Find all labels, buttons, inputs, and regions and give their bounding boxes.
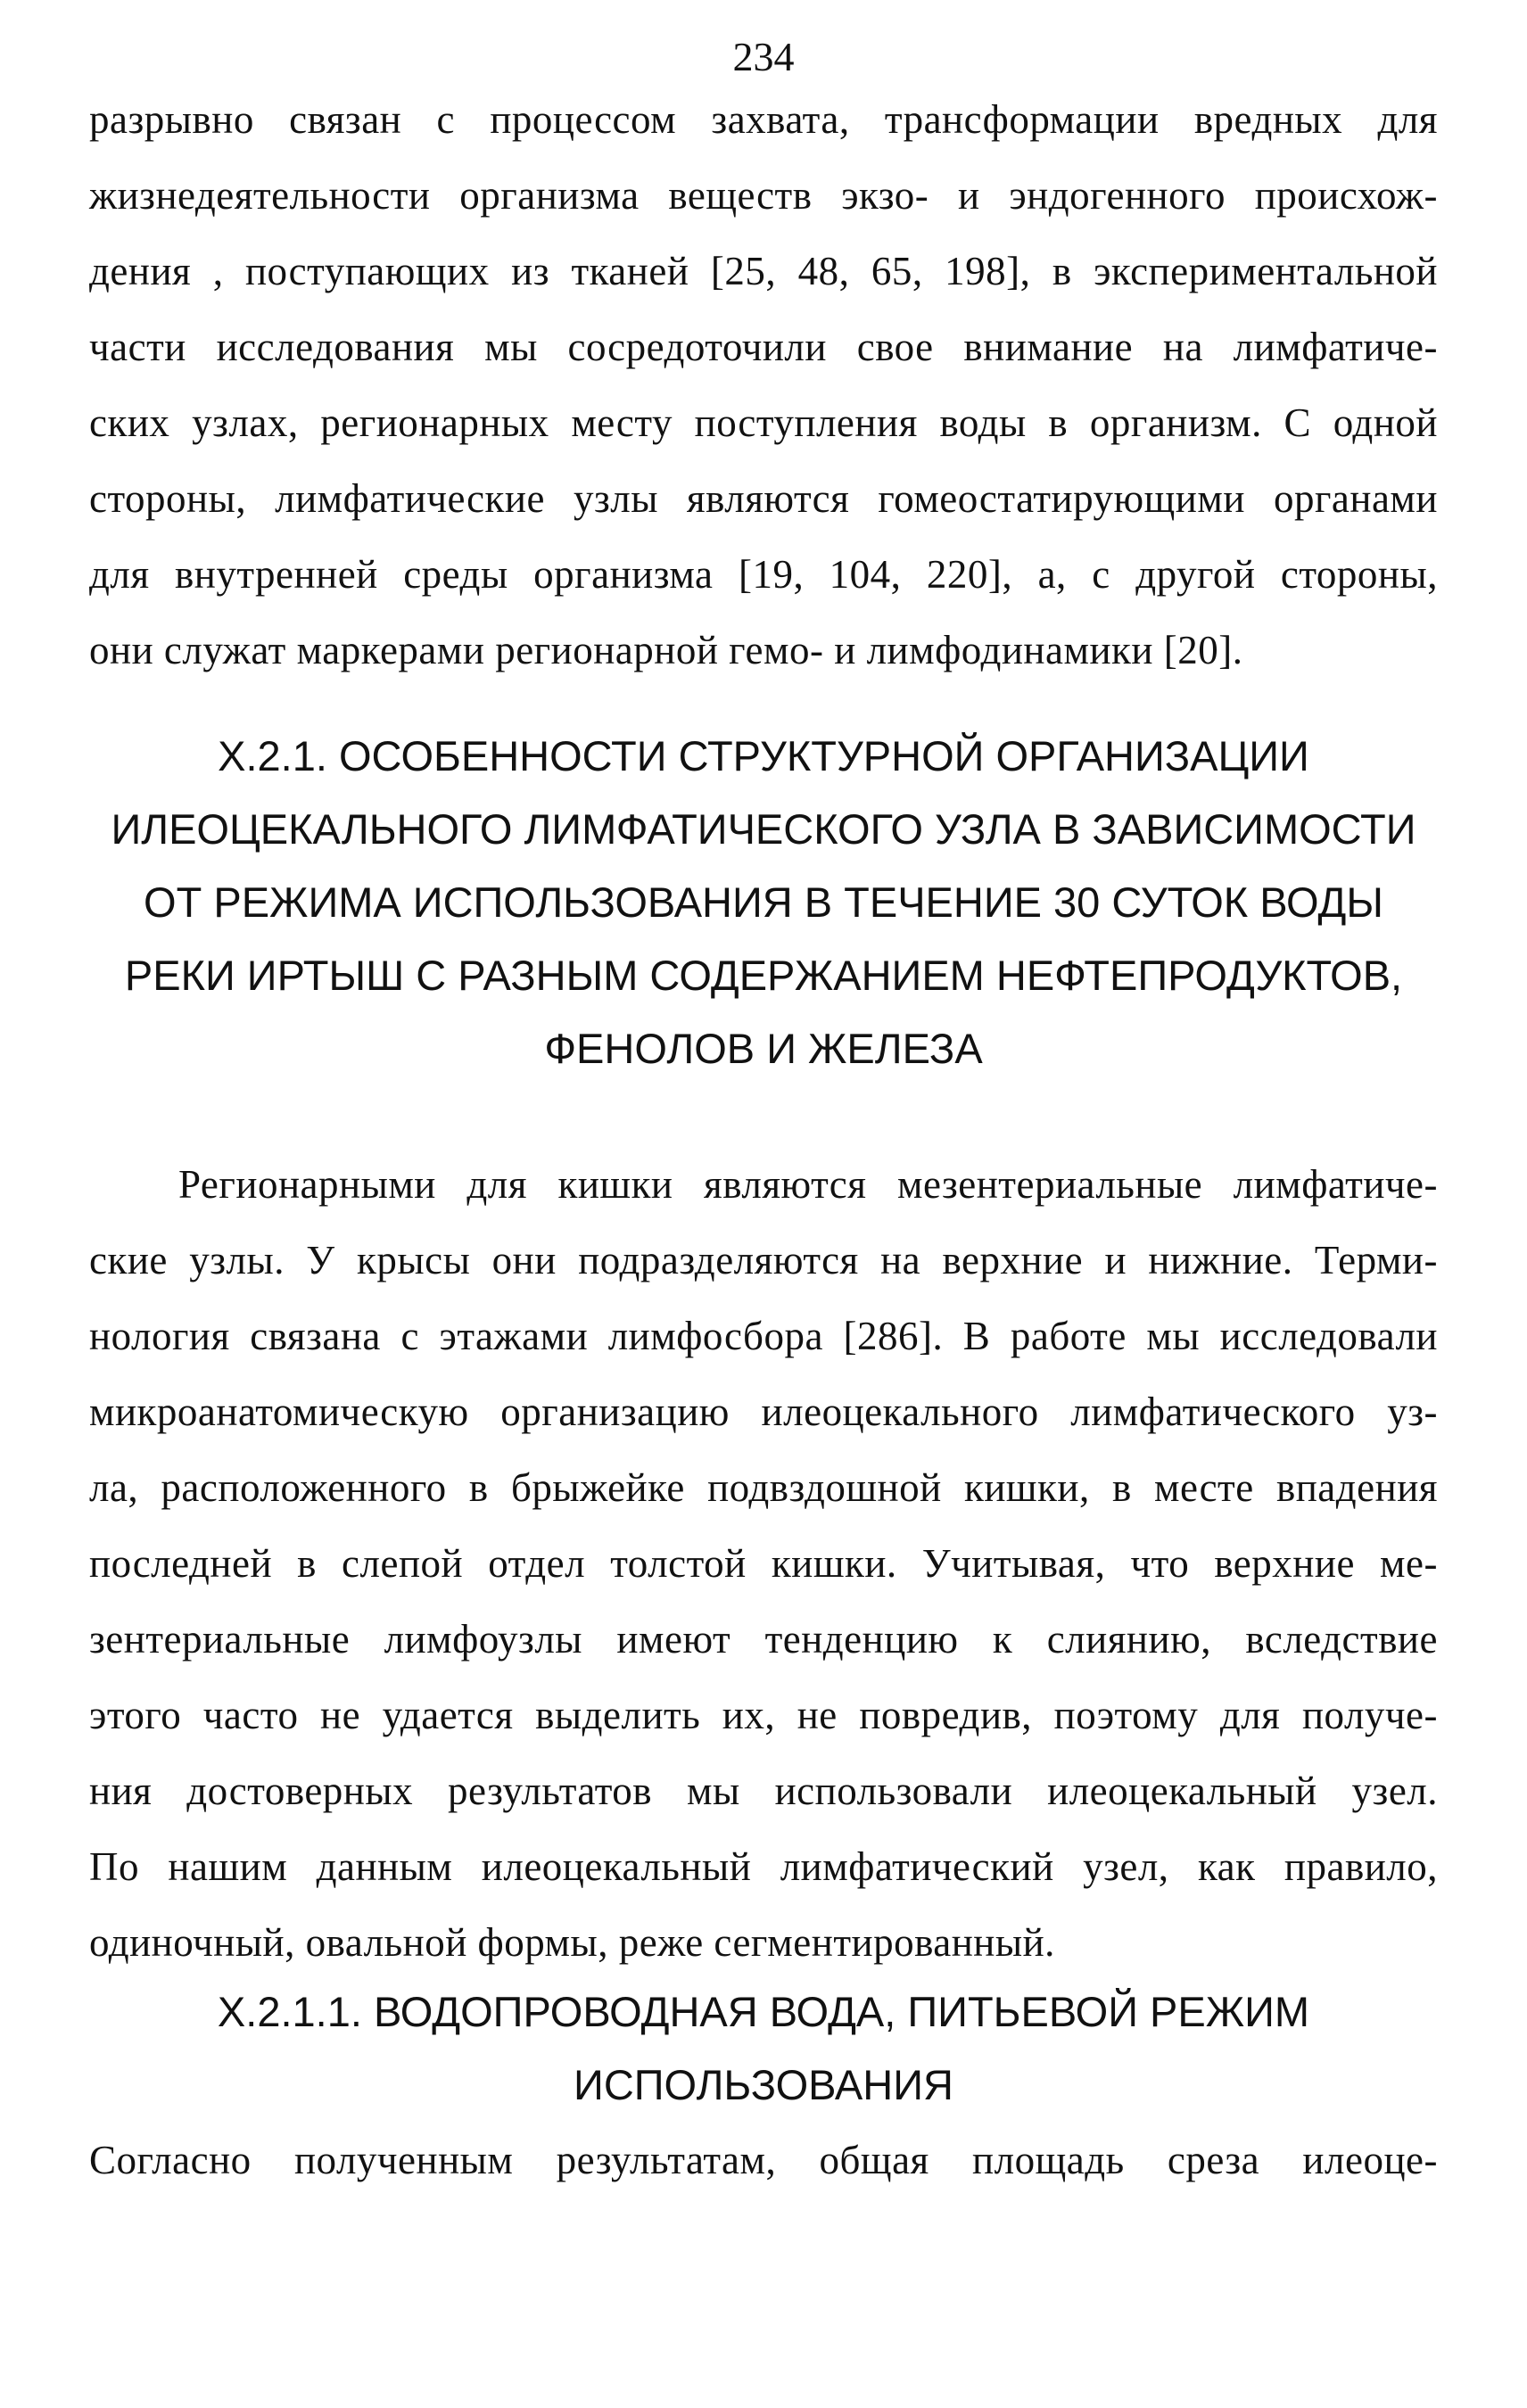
heading-line: ОТ РЕЖИМА ИСПОЛЬЗОВАНИЯ В ТЕЧЕНИЕ 30 СУТОК ВОДЫ (144, 878, 1383, 926)
text-line: стороны, лимфатические узлы являются гомеостатирующими органами (89, 476, 1438, 521)
text-line: дения , поступающих из тканей [25, 48, 65, 198], в экспериментальной (89, 249, 1438, 293)
text-line: ских узлах, регионарных месту поступления воды в организм. С одной (89, 400, 1438, 445)
heading-line: X.2.1. ОСОБЕННОСТИ СТРУКТУРНОЙ ОРГАНИЗАЦИИ (218, 732, 1309, 779)
document-page (89, 0, 1438, 2408)
text-line: последней в слепой отдел толстой кишки. Учитывая, что верхние ме- (89, 1541, 1438, 1586)
text-line: одиночный, овальной формы, реже сегментированный. (89, 1920, 1055, 1965)
text-line: ские узлы. У крысы они подразделяются на верхние и нижние. Терми- (89, 1238, 1438, 1282)
text-line: для внутренней среды организма [19, 104, 220], а, с другой стороны, (89, 552, 1438, 597)
text-line: нология связана с этажами лимфосбора [286]. В работе мы исследовали (89, 1314, 1438, 1358)
text-line: По нашим данным илеоцекальный лимфатический узел, как правило, (89, 1844, 1438, 1889)
text-line: они служат маркерами регионарной гемо- и лимфодинамики [20]. (89, 628, 1243, 672)
text-line: ния достоверных результатов мы использовали илеоцекальный узел. (89, 1769, 1438, 1813)
text-line: этого часто не удается выделить их, не повредив, поэтому для получе- (89, 1693, 1438, 1737)
text-line: разрывно связан с процессом захвата, трансформации вредных для (89, 97, 1438, 142)
heading-line: X.2.1.1. ВОДОПРОВОДНАЯ ВОДА, ПИТЬЕВОЙ РЕЖИМ (217, 1988, 1310, 2035)
text-line: ла, расположенного в брыжейке подвздошной кишки, в месте впадения (89, 1465, 1438, 1510)
text-line: части исследования мы сосредоточили свое внимание на лимфатиче- (89, 325, 1438, 369)
text-line: жизнедеятельности организма веществ экзо- и эндогенного происхож- (89, 173, 1438, 218)
heading-line: ИСПОЛЬЗОВАНИЯ (574, 2061, 953, 2108)
text-line: Регионарными для кишки являются мезентериальные лимфатиче- (178, 1162, 1438, 1207)
text-line: зентериальные лимфоузлы имеют тенденцию к слиянию, вследствие (89, 1617, 1438, 1662)
page-number: 234 (732, 34, 795, 79)
text-line: Согласно полученным результатам, общая площадь среза илеоце- (89, 2138, 1438, 2182)
heading-line: РЕКИ ИРТЫШ С РАЗНЫМ СОДЕРЖАНИЕМ НЕФТЕПРОДУКТОВ, (124, 952, 1403, 999)
heading-line: ФЕНОЛОВ И ЖЕЛЕЗА (544, 1025, 983, 1072)
text-line: микроанатомическую организацию илеоцекального лимфатического уз- (89, 1390, 1438, 1434)
heading-line: ИЛЕОЦЕКАЛЬНОГО ЛИМФАТИЧЕСКОГО УЗЛА В ЗАВИСИМОСТИ (111, 805, 1416, 853)
